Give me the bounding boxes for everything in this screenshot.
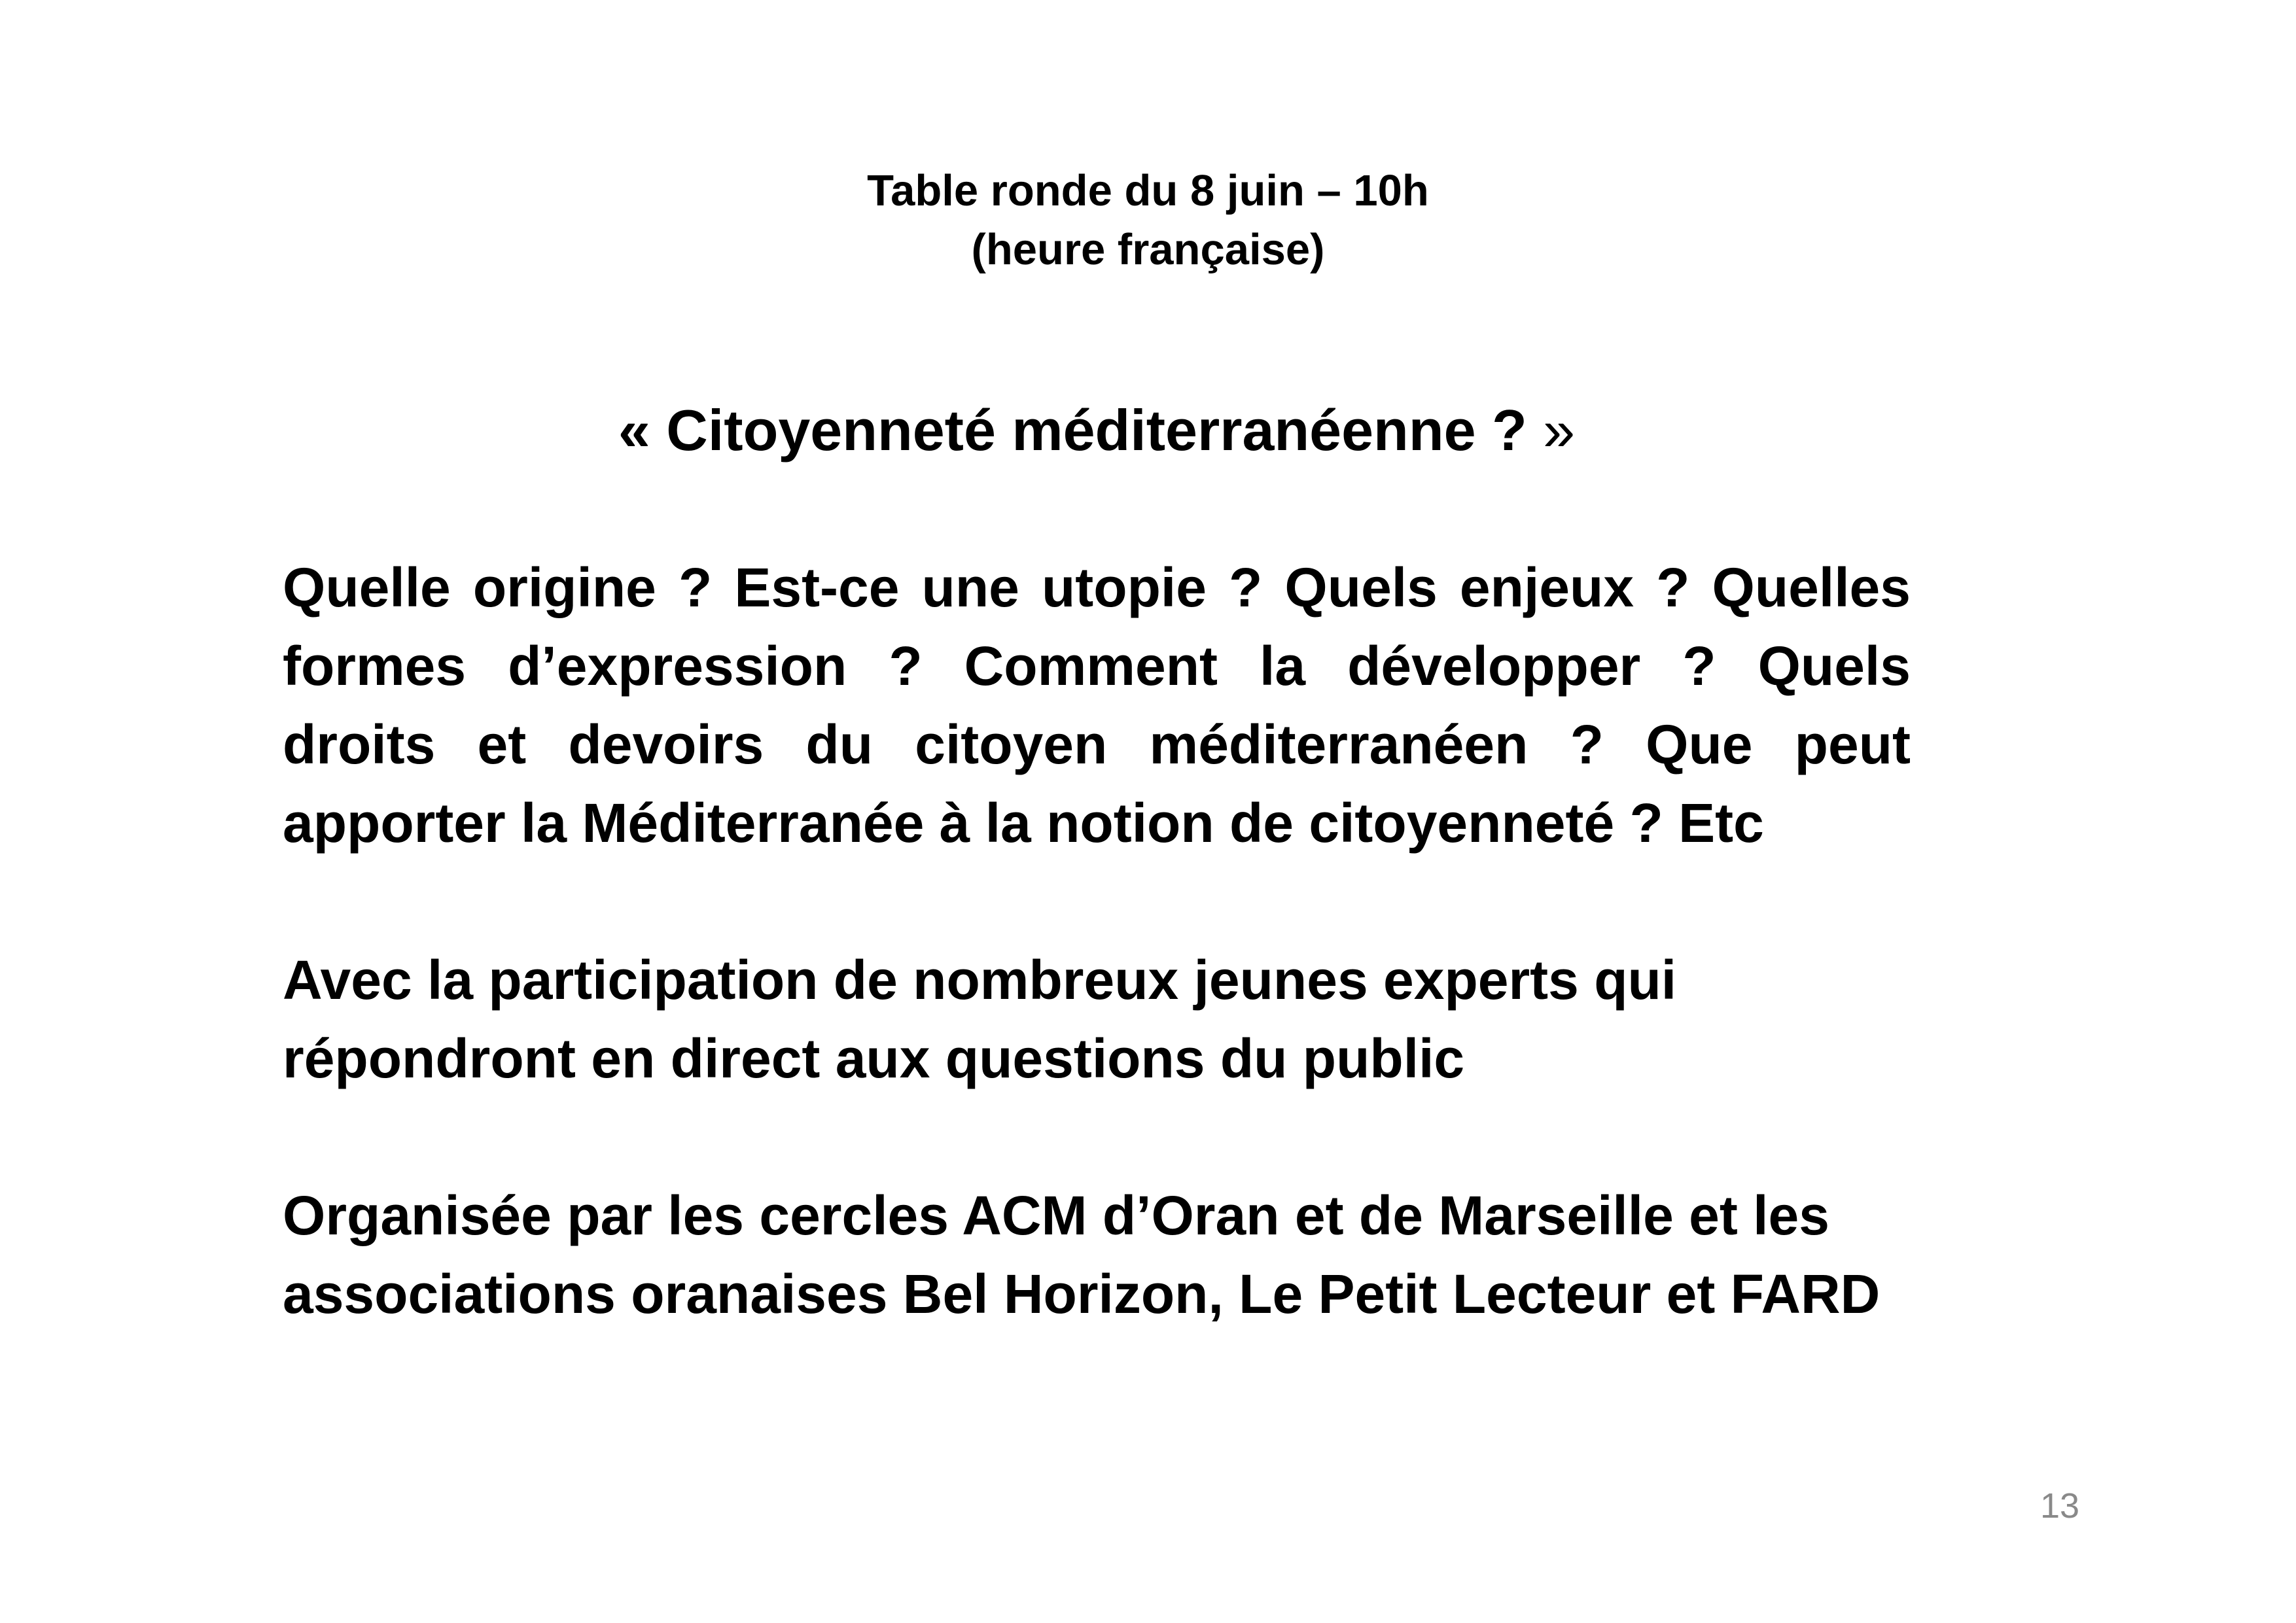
slide-title [0, 162, 2296, 279]
title-line-2: (heure française) [971, 225, 1325, 274]
body-line: associations oranaises Bel Horizon, Le Petit Lecteur et FARD [283, 1263, 1881, 1325]
body-line: droits et devoirs du citoyen méditerranéen ? Que peut [283, 714, 1911, 775]
body-line: Quelle origine ? Est-ce une utopie ? Quels enjeux ? Quelles [283, 557, 1911, 618]
page-number: 13 [2040, 1486, 2080, 1526]
body-line: répondront en direct aux questions du public [283, 1028, 1465, 1089]
heading-closing-guillemet: » [1543, 398, 1576, 462]
paragraph-participation [283, 941, 1911, 1098]
body-line: apporter la Méditerranée à la notion de citoyenneté ? Etc [283, 792, 1764, 854]
body-line: formes d’expression ? Comment la développer ? Quels [283, 635, 1911, 697]
body-line: Organisée par les cercles ACM d’Oran et de Marseille et les [283, 1185, 1829, 1246]
section-heading [283, 398, 1911, 463]
body-line: Avec la participation de nombreux jeunes experts qui [283, 949, 1677, 1011]
title-line-1: Table ronde du 8 juin – 10h [867, 166, 1429, 215]
paragraph-organisers [283, 1176, 1911, 1333]
heading-text: « Citoyenneté méditerranéenne ? [618, 398, 1544, 462]
body-text [283, 548, 1911, 1333]
paragraph-questions [283, 548, 1911, 862]
